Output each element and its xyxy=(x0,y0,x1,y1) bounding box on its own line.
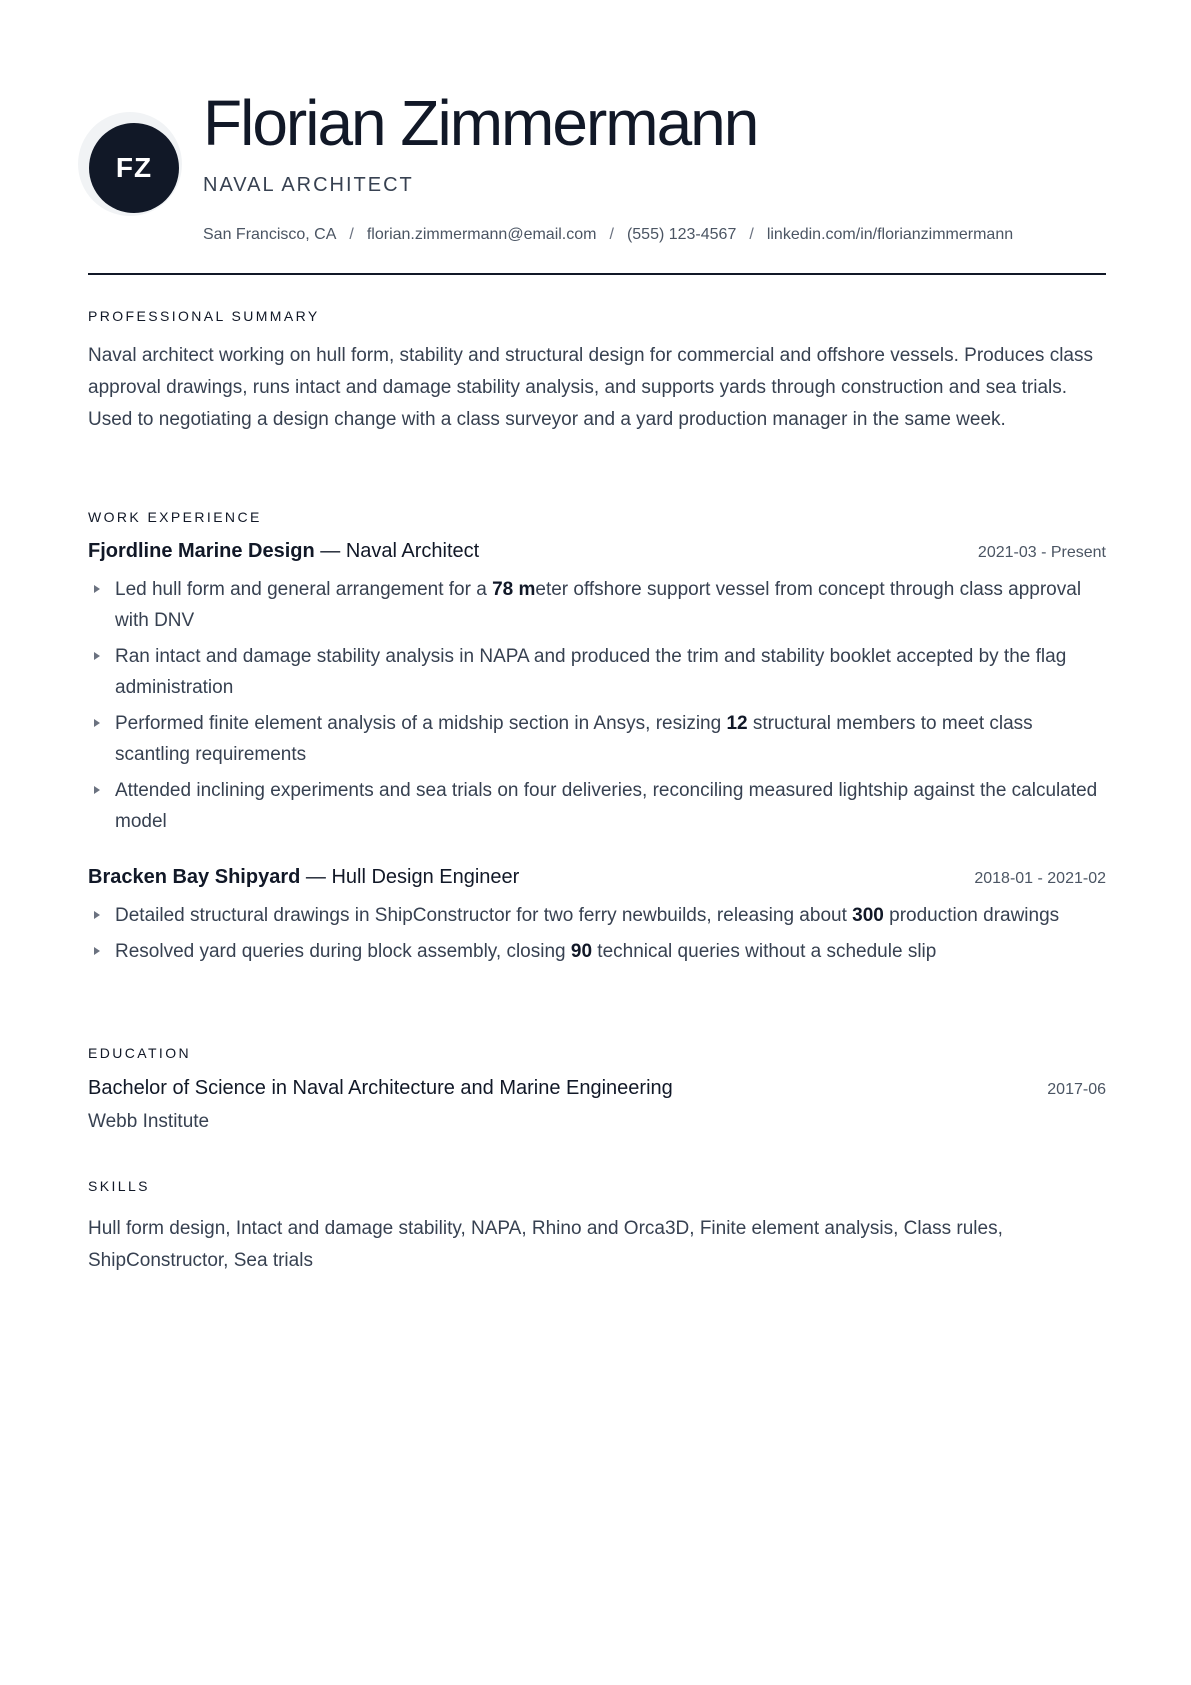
header-divider xyxy=(88,273,1106,275)
summary-heading: PROFESSIONAL SUMMARY xyxy=(88,308,320,324)
job-dates: 2021-03 - Present xyxy=(977,544,1106,561)
caret-right-icon xyxy=(94,719,100,727)
contact-separator: / xyxy=(609,226,614,243)
bullet-text: technical queries without a schedule slip xyxy=(592,941,937,962)
experience-heading: WORK EXPERIENCE xyxy=(88,509,262,525)
contact-location: San Francisco, CA xyxy=(203,226,337,243)
job-entry xyxy=(88,540,1106,842)
summary-text: Naval architect working on hull form, stability and structural design for commercial and offshore vessels. Produces class approval drawings, runs intact and damage stability analysis, and supports yards through construction and sea trials. Used to negotiating a design change with a class surveyor and a yard production manager in the same week. xyxy=(88,345,1093,430)
bullet-text: Led hull form and general arrangement for a xyxy=(115,579,493,600)
education-entry xyxy=(88,1077,1106,1133)
education-date: 2017-06 xyxy=(1047,1081,1106,1098)
job-position: Hull Design Engineer xyxy=(331,866,520,888)
resume-page xyxy=(88,0,1106,1271)
bullet-text: Detailed structural drawings in ShipConstructor for two ferry newbuilds, releasing about xyxy=(115,905,853,926)
bullet-text: Attended inclining experiments and sea trials on four deliveries, reconciling measured lightship against the calculated model xyxy=(115,780,1098,832)
bullet-text: structural members to meet class scantling requirements xyxy=(115,713,1033,765)
job-title xyxy=(88,866,519,889)
job-position: Naval Architect xyxy=(345,540,480,562)
contact-phone[interactable]: (555) 123-4567 xyxy=(626,226,737,243)
bullet-text: production drawings xyxy=(883,905,1060,926)
candidate-name: Florian Zimmermann xyxy=(203,87,758,159)
education-school: Webb Institute xyxy=(88,1111,210,1132)
bullet-highlight: 78 m xyxy=(492,579,536,600)
education-heading: EDUCATION xyxy=(88,1045,192,1061)
contact-line xyxy=(203,226,1013,244)
job-bullet xyxy=(88,936,1106,967)
contact-separator: / xyxy=(749,226,754,243)
job-header xyxy=(88,540,1106,574)
job-bullet xyxy=(88,900,1106,931)
job-dash: — xyxy=(300,866,332,888)
caret-right-icon xyxy=(94,947,100,955)
caret-right-icon xyxy=(94,786,100,794)
education-header xyxy=(88,1077,1106,1111)
education-degree: Bachelor of Science in Naval Architecture and Marine Engineering xyxy=(88,1077,673,1099)
bullet-highlight: 90 xyxy=(570,941,593,962)
skills-heading: SKILLS xyxy=(88,1178,150,1194)
bullet-text: Resolved yard queries during block assembly, closing xyxy=(115,941,571,962)
job-entry xyxy=(88,866,1106,972)
caret-right-icon xyxy=(94,652,100,660)
bullet-text: Ran intact and damage stability analysis in NAPA and produced the trim and stability booklet accepted by the flag administration xyxy=(115,646,1067,698)
job-bullet xyxy=(88,641,1106,703)
bullet-text: eter offshore support vessel from concept through class approval with DNV xyxy=(115,579,1082,631)
job-bullet xyxy=(88,708,1106,770)
job-company: Fjordline Marine Design xyxy=(88,540,315,562)
job-title xyxy=(88,540,479,563)
job-header xyxy=(88,866,1106,900)
job-bullets xyxy=(88,574,1106,837)
contact-separator: / xyxy=(349,226,354,243)
contact-linkedin[interactable]: linkedin.com/in/florianzimmermann xyxy=(766,226,1014,243)
caret-right-icon xyxy=(94,585,100,593)
avatar-initials: FZ xyxy=(115,152,153,183)
bullet-highlight: 300 xyxy=(852,905,884,926)
resume-header xyxy=(88,0,1106,276)
avatar xyxy=(89,123,179,213)
caret-right-icon xyxy=(94,911,100,919)
bullet-highlight: 12 xyxy=(726,713,748,734)
contact-email[interactable]: florian.zimmermann@email.com xyxy=(366,226,597,243)
job-bullet xyxy=(88,775,1106,837)
job-company: Bracken Bay Shipyard xyxy=(88,866,301,888)
job-dash: — xyxy=(314,540,346,562)
bullet-text: Performed finite element analysis of a midship section in Ansys, resizing xyxy=(115,713,727,734)
job-bullet xyxy=(88,574,1106,636)
job-bullets xyxy=(88,900,1106,967)
job-dates: 2018-01 - 2021-02 xyxy=(974,870,1106,887)
skills-text: Hull form design, Intact and damage stability, NAPA, Rhino and Orca3D, Finite element analysis, Class rules, ShipConstructor, Sea trials xyxy=(88,1218,1003,1271)
candidate-role: NAVAL ARCHITECT xyxy=(203,174,414,196)
